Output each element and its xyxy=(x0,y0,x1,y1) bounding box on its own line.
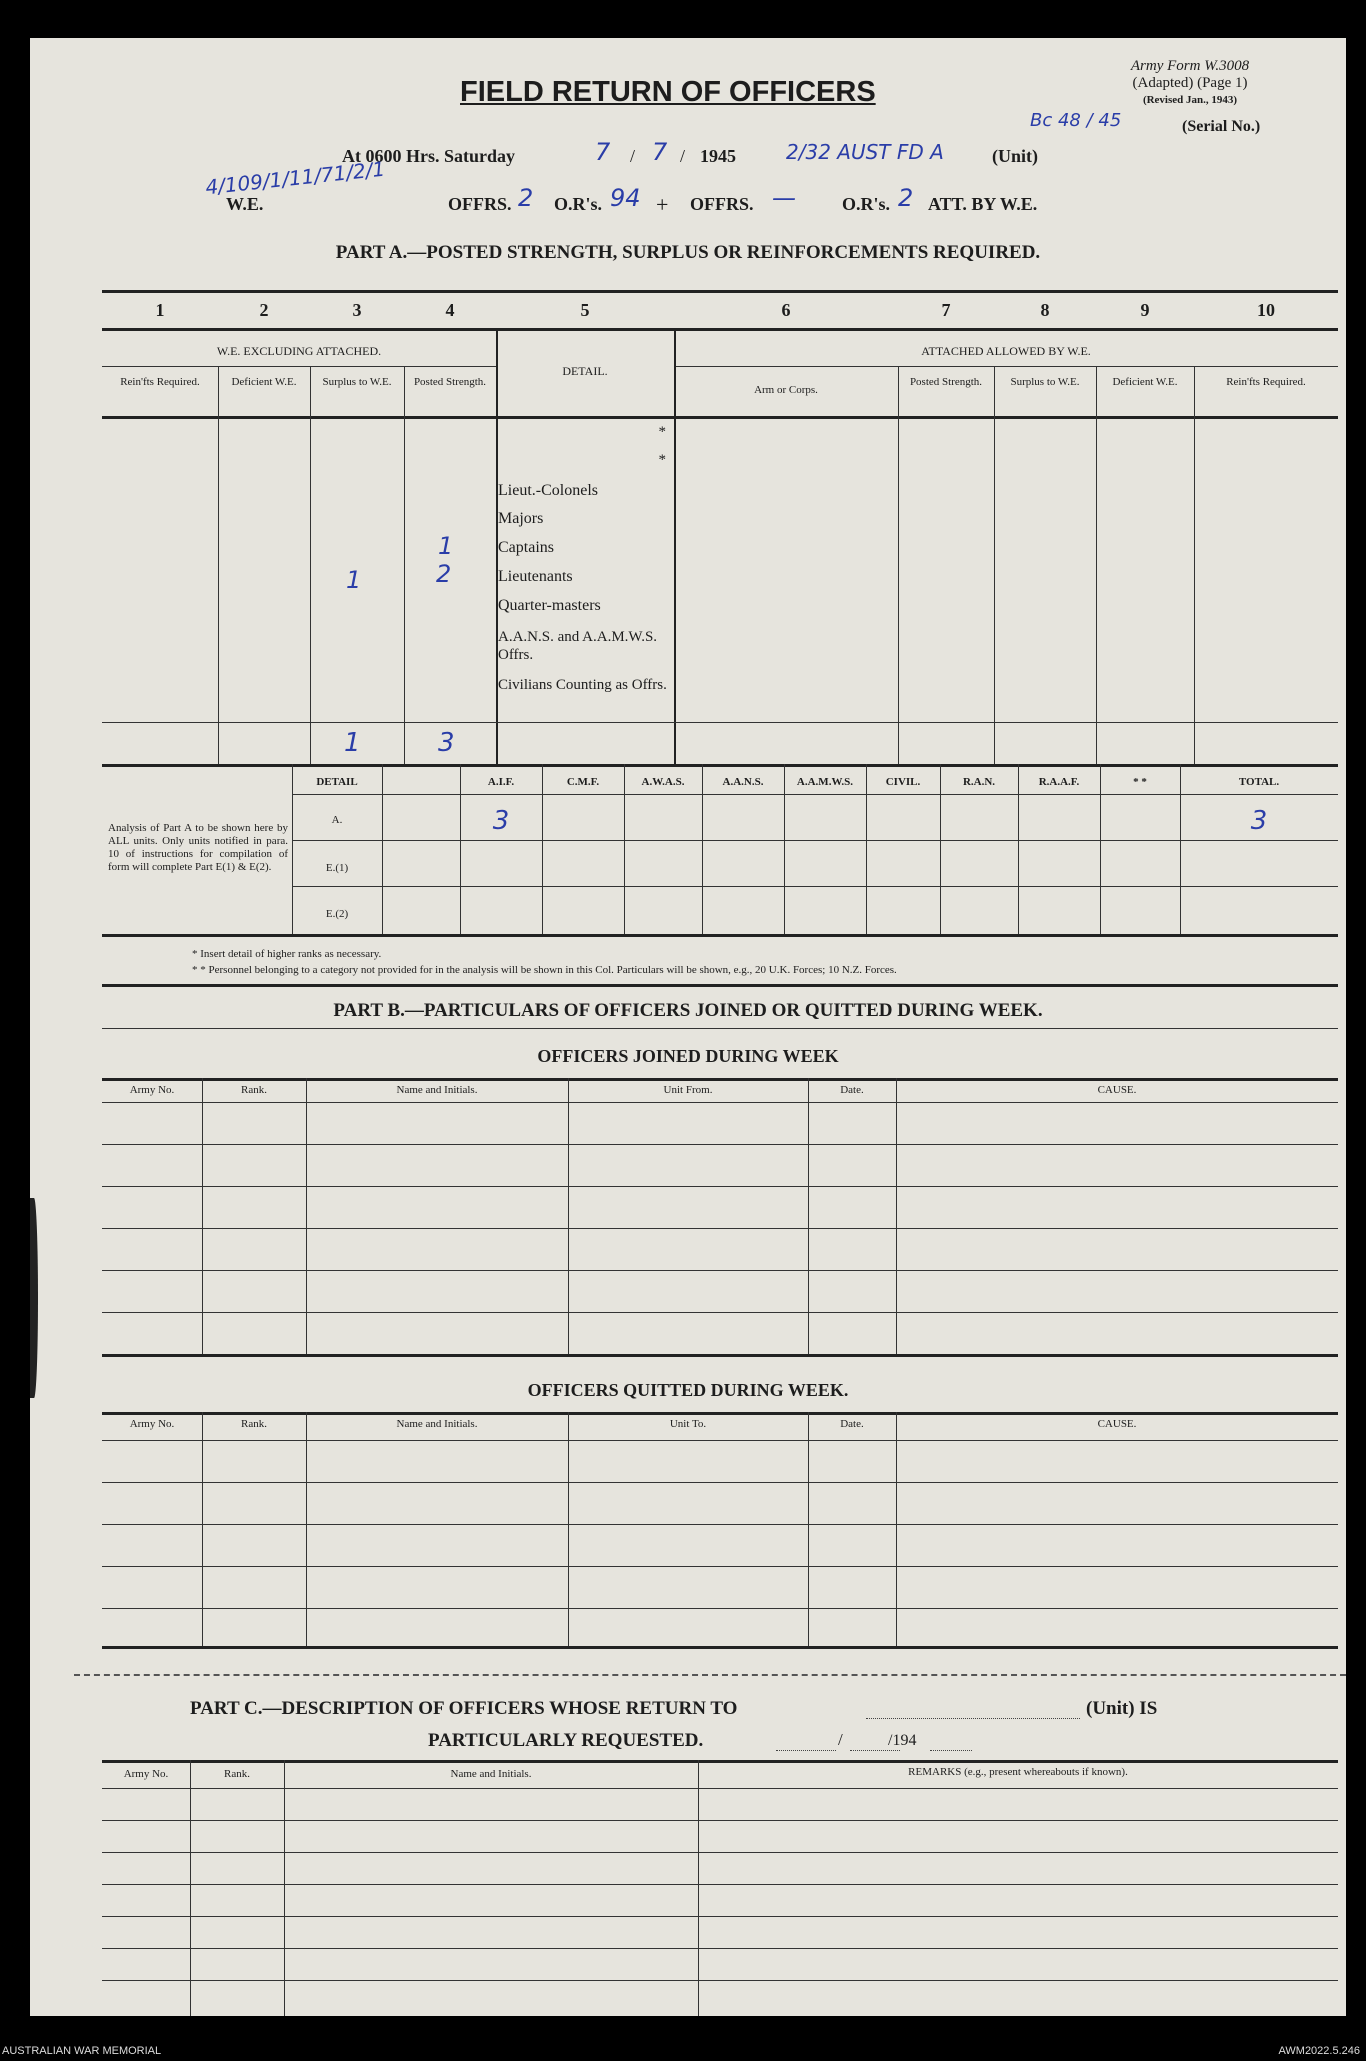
an-h-civil: CIVIL. xyxy=(885,776,921,788)
an-h-aans: A.A.N.S. xyxy=(722,776,764,788)
footnote-2: * * Personnel belonging to a category not provided for in the analysis will be shown in this Col. Particulars will be shown, e.g., 20 U.K. Forces; 10 N.Z. Forces. xyxy=(192,964,897,976)
partc-h-rank: Rank. xyxy=(224,1768,250,1780)
we-excl-header: W.E. EXCLUDING ATTACHED. xyxy=(216,344,382,358)
rank-captains: Captains xyxy=(498,539,554,556)
ors2-label: O.R's. xyxy=(842,194,891,214)
sub-posted-1: Posted Strength. xyxy=(413,376,487,388)
rank-star-1: * xyxy=(658,424,666,440)
part-c-title-c: PARTICULARLY REQUESTED. xyxy=(428,1730,704,1751)
an-h-total: TOTAL. xyxy=(1238,776,1280,788)
date-day: 7 xyxy=(595,138,611,166)
joined-h-date: Date. xyxy=(840,1084,864,1096)
date-month: 7 xyxy=(652,138,668,166)
joined-h-rank: Rank. xyxy=(241,1084,267,1096)
quitted-h-unit: Unit To. xyxy=(669,1418,707,1430)
joined-h-name: Name and Initials. xyxy=(396,1084,478,1096)
form-page: Army Form W.3008 (Adapted) (Page 1) (Revised Jan., 1943) FIELD RETURN OF OFFICERS Bc 48 / 45 (Serial No.) At 0600 Hrs. Saturday 7 / 7 / 1945 2/32 AUST FD A (Unit) 4/109/1/11/71/2/1 W.E. OFFRS. 2 O.R's. 94 + OFFRS. — O.R's. 2 ATT. BY W.E. PART A.—POSTED STRENGTH, SURPLUS OR REINFORCEMENTS REQUIRED. 1 2 3 4 5 6 7 8 9 10 W.E. EXCLUDING ATTACHED. DETAIL. ATTACHED ALLOWED BY W.E. Rein'fts Required. Deficient W.E. Surplus to W.E. Posted Strength. Arm or Corps. Posted Strength. Surplus to W.E. Deficient W.E. Rein'fts Required. * * Lieut.-Colonels Majors Captains Lieutenants Quarter-masters A.A.N.S. and A.A.M.W.S. Offrs. Civilians Counting as Offrs. 1 1 2 1 3 Analysis of Part A to be shown here by ALL units. Only units notified in para. 10 of instructions for compilation of form will complete Part E(1) & E(2). DETAIL A.I.F. C.M.F. A.W.A.S. A.A.N.S. A.A.M.W.S. CIVIL. R.A.N. R.A.A.F. * * TOTAL. A. E.(1) E.(2) 3 3 * Insert detail of higher ranks as necessary. * * Personnel belonging to a category not provided for in the analysis will be shown in this Col. Particulars will be shown, e.g., 20 U.K. Forces; 10 N.Z. Forces. PART B.—PARTICULARS OF OFFICERS JOINED OR QUITTED DURING WEEK. OFFICERS JOINED DURING WEEK Army No. Rank. Name and Initials. Unit From. Date. CAUSE. OFFICERS QUITTED DURING WEEK. Army No. Rank. Name and Initials. Unit To. Date. CAUSE. PART C.—DESCRIPTION OF OFFICERS WHOSE RETURN TO (Unit) IS PARTICULARLY REQUESTED. / /194 Army No. Rank. Name and Initials. REMARKS (e.g., present whereabouts if known). xyxy=(30,38,1346,2016)
hand-captains-posted: 1 xyxy=(438,532,454,560)
rank-lt-col: Lieut.-Colonels xyxy=(498,482,598,499)
sub-deficient-2: Deficient W.E. xyxy=(1112,376,1178,388)
rank-civilians: Civilians Counting as Offrs. xyxy=(498,677,667,693)
part-a-title: PART A.—POSTED STRENGTH, SURPLUS OR REINFORCEMENTS REQUIRED. xyxy=(335,242,1041,263)
joined-title: OFFICERS JOINED DURING WEEK xyxy=(537,1046,839,1066)
part-c-date: /194 xyxy=(888,1732,917,1749)
col-num-2: 2 xyxy=(259,300,269,320)
part-c-title-a: PART C.—DESCRIPTION OF OFFICERS WHOSE RETURN TO xyxy=(190,1698,738,1719)
year: 1945 xyxy=(700,146,736,166)
partc-h-remarks: REMARKS (e.g., present whereabouts if known). xyxy=(908,1766,1128,1778)
sub-arm: Arm or Corps. xyxy=(754,384,818,396)
col-num-10: 10 xyxy=(1257,300,1275,320)
plus-sign: + xyxy=(656,192,669,217)
an-h-other: * * xyxy=(1133,776,1147,788)
col-num-7: 7 xyxy=(941,300,951,320)
rank-aans: A.A.N.S. and A.A.M.W.S. Offrs. xyxy=(498,629,658,663)
an-h-detail: DETAIL xyxy=(316,776,358,788)
hand-aif: 3 xyxy=(492,806,510,836)
we-hand: 4/109/1/11/71/2/1 xyxy=(204,156,387,200)
an-h-ran: R.A.N. xyxy=(962,776,996,788)
joined-h-cause: CAUSE. xyxy=(1097,1084,1137,1096)
binding-shadow xyxy=(30,1198,38,1398)
offrs-label: OFFRS. xyxy=(448,194,512,214)
form-number: Army Form W.3008 (Adapted) (Page 1) (Revised Jan., 1943) xyxy=(1130,58,1250,106)
quitted-h-rank: Rank. xyxy=(241,1418,267,1430)
quitted-h-army-no: Army No. xyxy=(129,1418,175,1430)
partc-h-army-no: Army No. xyxy=(123,1768,169,1780)
col-num-5: 5 xyxy=(580,300,590,320)
hand-lieut-posted: 2 xyxy=(436,560,452,588)
offrs-hand: 2 xyxy=(518,184,534,212)
joined-h-army-no: Army No. xyxy=(129,1084,175,1096)
part-b-title: PART B.—PARTICULARS OF OFFICERS JOINED OR QUITTED DURING WEEK. xyxy=(333,1000,1043,1021)
an-h-awas: A.W.A.S. xyxy=(641,776,685,788)
ors2-hand: 2 xyxy=(898,184,914,212)
partc-h-name: Name and Initials. xyxy=(450,1768,532,1780)
an-row-e1: E.(1) xyxy=(325,862,349,874)
serial-label: (Serial No.) xyxy=(1182,118,1261,135)
an-h-aamws: A.A.M.W.S. xyxy=(796,776,854,788)
we-label: W.E. xyxy=(226,194,264,214)
sub-posted-2: Posted Strength. xyxy=(909,376,983,388)
quitted-title: OFFICERS QUITTED DURING WEEK. xyxy=(527,1380,849,1400)
rank-qm: Quarter-masters xyxy=(498,597,601,614)
joined-h-unit: Unit From. xyxy=(663,1084,713,1096)
an-h-cmf: C.M.F. xyxy=(566,776,600,788)
ors-label: O.R's. xyxy=(554,194,603,214)
an-h-raaf: R.A.A.F. xyxy=(1038,776,1080,788)
unit-label: (Unit) xyxy=(992,146,1038,166)
page-title: FIELD RETURN OF OFFICERS xyxy=(460,76,876,108)
rank-star-2: * xyxy=(658,452,666,468)
sub-rein-1: Rein'fts Required. xyxy=(120,376,200,388)
quitted-h-cause: CAUSE. xyxy=(1097,1418,1137,1430)
col-num-1: 1 xyxy=(155,300,165,320)
at-line: At 0600 Hrs. Saturday xyxy=(342,146,516,166)
detail-header: DETAIL. xyxy=(562,364,608,378)
offrs2-label: OFFRS. xyxy=(690,194,754,214)
col-num-3: 3 xyxy=(352,300,362,320)
an-row-a: A. xyxy=(331,814,343,826)
hand-lieut-surplus: 1 xyxy=(346,566,362,594)
rank-lieutenants: Lieutenants xyxy=(498,568,573,585)
attached-header: ATTACHED ALLOWED BY W.E. xyxy=(921,344,1091,358)
total-surplus: 1 xyxy=(344,728,361,758)
analysis-note: Analysis of Part A to be shown here by ALL units. Only units notified in para. 10 of instructions for compilation of form will complete Part E(1) & E(2). xyxy=(108,822,288,873)
an-h-aif: A.I.F. xyxy=(487,776,515,788)
unit-hand: 2/32 AUST FD A xyxy=(786,140,944,164)
rank-majors: Majors xyxy=(498,510,544,527)
footnote-1: * Insert detail of higher ranks as necessary. xyxy=(192,948,382,960)
serial-hand: Bc 48 / 45 xyxy=(1030,110,1122,131)
footer-left: AUSTRALIAN WAR MEMORIAL xyxy=(2,2045,162,2057)
ors-hand: 94 xyxy=(610,184,641,212)
offrs2-hand: — xyxy=(772,184,796,212)
sub-deficient-1: Deficient W.E. xyxy=(231,376,297,388)
col-num-9: 9 xyxy=(1140,300,1150,320)
sub-rein-2: Rein'fts Required. xyxy=(1226,376,1306,388)
total-posted: 3 xyxy=(438,728,455,758)
quitted-h-date: Date. xyxy=(840,1418,864,1430)
footer-right: AWM2022.5.246 xyxy=(1278,2045,1360,2057)
col-num-8: 8 xyxy=(1040,300,1050,320)
hand-total: 3 xyxy=(1250,806,1268,836)
an-row-e2: E.(2) xyxy=(325,908,349,920)
col-num-4: 4 xyxy=(445,300,455,320)
att-label: ATT. BY W.E. xyxy=(928,194,1038,214)
sub-surplus-2: Surplus to W.E. xyxy=(1010,376,1080,388)
sub-surplus-1: Surplus to W.E. xyxy=(322,376,392,388)
col-num-6: 6 xyxy=(781,300,791,320)
part-c-title-b: (Unit) IS xyxy=(1086,1698,1158,1719)
quitted-h-name: Name and Initials. xyxy=(396,1418,478,1430)
